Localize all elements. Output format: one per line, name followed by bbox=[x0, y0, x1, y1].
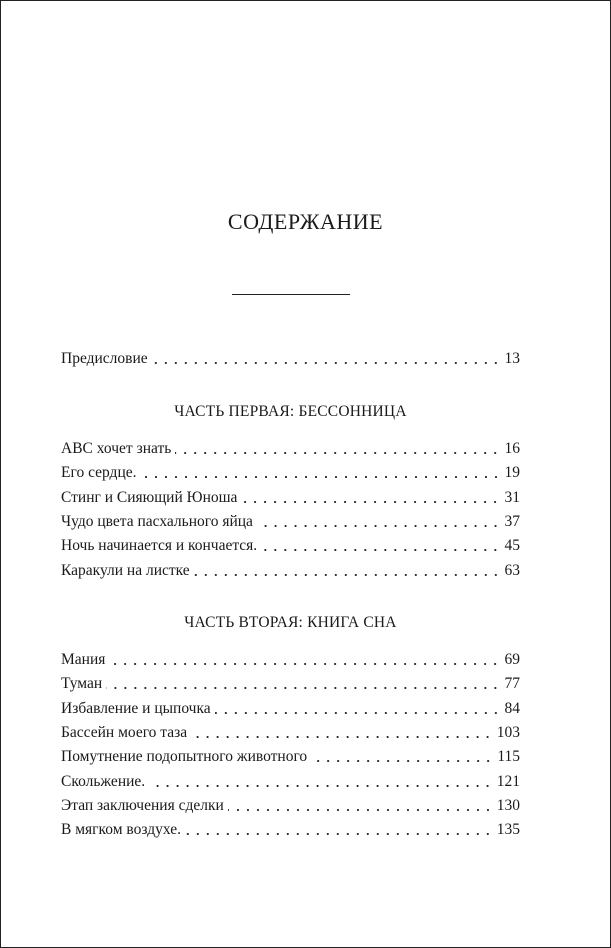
dot-leader bbox=[228, 808, 493, 812]
dot-leader bbox=[191, 735, 493, 739]
dot-leader bbox=[241, 500, 500, 504]
toc-entry[interactable] bbox=[61, 651, 520, 671]
toc-entry-label: Чудо цвета пасхального яйца bbox=[61, 512, 253, 530]
toc-entry[interactable] bbox=[61, 675, 520, 695]
section-heading: ЧАСТЬ ПЕРВАЯ: БЕССОННИЦА bbox=[174, 403, 407, 420]
toc-entry[interactable] bbox=[61, 513, 520, 533]
dot-leader bbox=[261, 548, 500, 552]
dot-leader bbox=[185, 832, 493, 836]
section-heading: ЧАСТЬ ВТОРАЯ: КНИГА СНА bbox=[184, 614, 397, 631]
toc-entry-page: 13 bbox=[504, 350, 520, 367]
toc-entry-label: В мягком воздухе. bbox=[61, 821, 181, 839]
toc-entry-label: Этап заключения сделки bbox=[61, 796, 224, 814]
toc-entry[interactable] bbox=[61, 464, 520, 484]
toc-entry-page: 103 bbox=[496, 723, 520, 741]
toc-entry[interactable] bbox=[61, 748, 520, 768]
dot-leader bbox=[175, 451, 500, 455]
dot-leader bbox=[215, 711, 501, 715]
title-divider bbox=[232, 294, 350, 295]
toc-entry-page: 63 bbox=[504, 561, 520, 579]
toc-entry-page: 37 bbox=[504, 512, 520, 530]
dot-leader bbox=[311, 759, 493, 763]
toc-entry-page: 121 bbox=[496, 772, 520, 790]
toc-entry-label: ABC хочет знать bbox=[61, 440, 172, 457]
toc-entry-label: Помутнение подопытного животного bbox=[61, 748, 308, 766]
toc-entry-preface[interactable] bbox=[61, 350, 520, 370]
toc-entry[interactable] bbox=[61, 440, 520, 460]
toc-entry-page: 130 bbox=[496, 796, 520, 814]
toc-entry-label: Избавление и цыпочка bbox=[61, 699, 211, 717]
dot-leader bbox=[106, 686, 500, 690]
toc-entry-page: 69 bbox=[504, 651, 520, 668]
dot-leader bbox=[141, 475, 501, 479]
toc-entry-label: Каракули на листке bbox=[61, 561, 190, 579]
toc-entry-page: 115 bbox=[497, 748, 520, 766]
toc-entry-label: Стинг и Сияющий Юноша bbox=[61, 488, 238, 506]
dot-leader bbox=[152, 361, 501, 365]
toc-entry[interactable] bbox=[61, 773, 520, 793]
toc-entry[interactable] bbox=[61, 724, 520, 744]
toc-entry-page: 31 bbox=[504, 488, 520, 506]
toc-entry[interactable] bbox=[61, 562, 520, 582]
toc-entry[interactable] bbox=[61, 700, 520, 720]
toc-entry-page: 45 bbox=[504, 537, 520, 555]
dot-leader bbox=[149, 784, 493, 788]
toc-entry-label: Его сердце. bbox=[61, 464, 137, 482]
toc-entry-label: Скольжение. bbox=[61, 772, 146, 790]
toc-entry[interactable] bbox=[61, 797, 520, 817]
toc-entry-label: Ночь начинается и кончается. bbox=[61, 537, 258, 555]
toc-entry-label: Бассейн моего таза bbox=[61, 723, 188, 741]
toc-entry-page: 135 bbox=[496, 821, 520, 839]
page-title: СОДЕРЖАНИЕ bbox=[227, 209, 384, 234]
toc-entry-page: 84 bbox=[504, 699, 520, 717]
toc-entry-page: 16 bbox=[504, 440, 520, 457]
dot-leader bbox=[109, 662, 500, 666]
toc-entry-label: Туман bbox=[61, 675, 103, 693]
toc-entry-page: 77 bbox=[504, 675, 520, 693]
toc-entry[interactable] bbox=[61, 821, 520, 841]
toc-entry[interactable] bbox=[61, 489, 520, 509]
toc-entry-label: Предисловие bbox=[61, 350, 148, 367]
toc-entry-label: Мания bbox=[61, 651, 106, 668]
toc-entry-page: 19 bbox=[504, 464, 520, 482]
dot-leader bbox=[257, 524, 501, 528]
dot-leader bbox=[194, 573, 501, 577]
toc-entry[interactable] bbox=[61, 537, 520, 557]
